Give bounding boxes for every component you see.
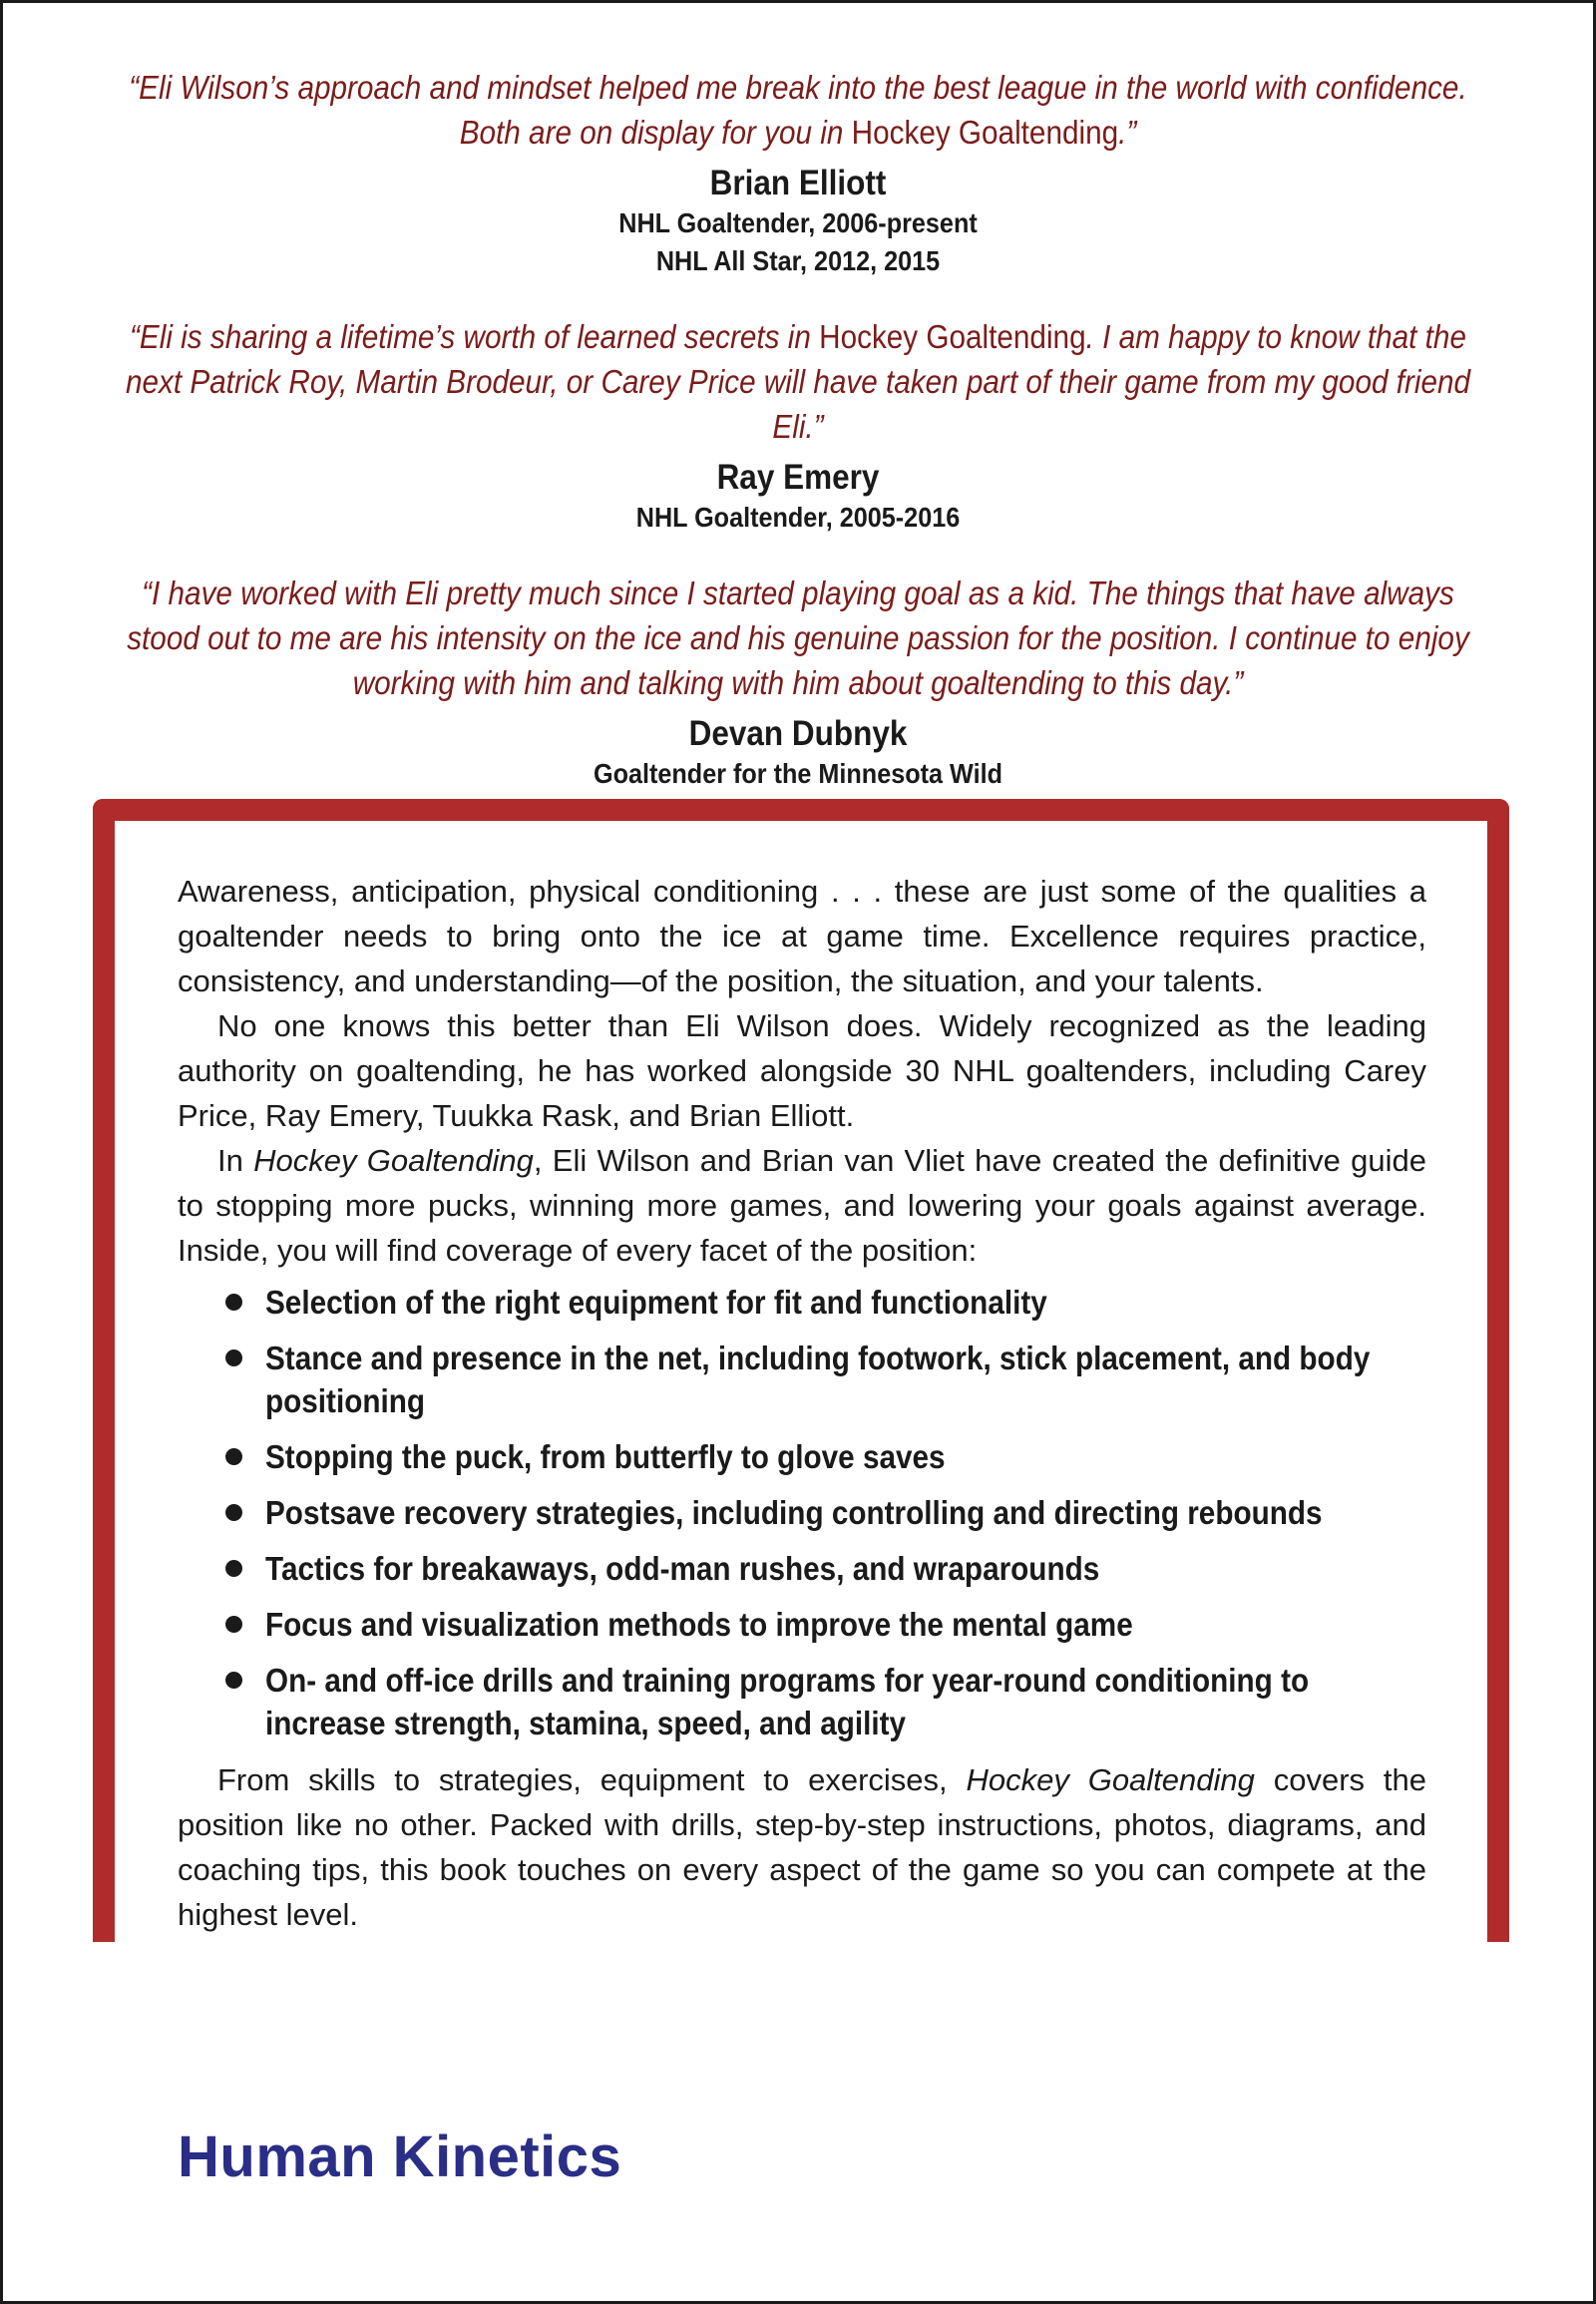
publisher-logo: Human Kinetics (178, 2124, 622, 2189)
list-item (178, 1659, 1426, 1744)
bullet-icon (225, 1504, 242, 1521)
endorsement-quote (107, 314, 1489, 449)
quote-text: “Eli Wilson’s approach and mindset helped me break into the best league in the world with confidence. Both are on display for you in (129, 69, 1467, 151)
endorsement-quote (107, 571, 1489, 705)
quote-text-end: .” (1118, 114, 1137, 151)
book-title: Hockey Goaltending (253, 1143, 534, 1178)
quote-text: “Eli is sharing a lifetime’s worth of learned secrets in (130, 318, 820, 355)
description-paragraph (178, 1138, 1426, 1273)
bullet-icon (225, 1448, 242, 1465)
list-item (178, 1547, 1426, 1590)
list-item (178, 1281, 1426, 1324)
list-item (178, 1337, 1426, 1422)
book-description (178, 869, 1426, 1937)
quote-text-end: . I am happy to know that the next Patrick Roy, Martin Brodeur, or Carey Price will have taken part of their game from my good friend Eli.” (125, 318, 1471, 445)
endorsement-attribution (83, 713, 1514, 793)
endorsements (3, 65, 1593, 827)
endorser-name: Ray Emery (716, 458, 880, 497)
list-item (178, 1491, 1426, 1534)
endorsement-quote (107, 65, 1489, 155)
paragraph-text: , Eli Wilson and Brian van Vliet have created the definitive guide to stopping more pucks, winning more games, and lowering your goals against average. Inside, you will find coverage of every facet of the position: (178, 1143, 1427, 1268)
endorsement (3, 571, 1593, 793)
endorser-name: Brian Elliott (709, 164, 887, 202)
list-item-text: Selection of the right equipment for fit and functionality (265, 1284, 1047, 1321)
book-title: Hockey Goaltending (819, 318, 1086, 355)
book-title: Hockey Goaltending (851, 114, 1119, 151)
description-paragraph (178, 1757, 1426, 1937)
endorsement (3, 314, 1593, 537)
paragraph-text: covers the position like no other. Packed with drills, step-by-step instructions, photos, diagrams, and coaching tips, this book touches on every aspect of the game so you can compete at the highest level. (178, 1762, 1426, 1932)
endorser-name: Devan Dubnyk (688, 714, 908, 753)
list-item-text: Postsave recovery strategies, including controlling and directing rebounds (265, 1494, 1323, 1531)
description-paragraph: Awareness, anticipation, physical conditioning . . . these are just some of the qualities a goaltender needs to bring onto the ice at game time. Excellence requires practice, consistency, and understanding—of the position, the situation, and your talents. (178, 874, 1426, 998)
quote-text: “I have worked with Eli pretty much since I started playing goal as a kid. The things that have always stood out to me are his intensity on the ice and his genuine passion for the position. I continue to enjoy working with him and talking with him about goaltending to this day.” (127, 575, 1469, 701)
list-item (178, 1435, 1426, 1478)
endorsement-attribution (83, 163, 1514, 280)
list-item-text: Stopping the puck, from butterfly to glove saves (265, 1438, 946, 1475)
endorser-credit: NHL Goaltender, 2005-2016 (635, 502, 961, 533)
paragraph-text: From skills to strategies, equipment to exercises, (217, 1762, 967, 1797)
book-title: Hockey Goaltending (966, 1762, 1255, 1797)
endorsement-attribution (83, 457, 1514, 537)
list-item-text: On- and off-ice drills and training programs for year-round conditioning to increase strength, stamina, speed, and agility (265, 1662, 1310, 1741)
bullet-icon (225, 1616, 242, 1633)
feature-list (178, 1281, 1426, 1744)
description-paragraph: No one knows this better than Eli Wilson does. Widely recognized as the leading authority on goaltending, he has worked alongside 30 NHL goaltenders, including Carey Price, Ray Emery, Tuukka Rask, and Brian Elliott. (178, 1008, 1426, 1133)
list-item-text: Tactics for breakaways, odd-man rushes, and wraparounds (265, 1550, 1100, 1587)
list-item-text: Focus and visualization methods to improve the mental game (265, 1606, 1133, 1643)
endorser-credit: NHL Goaltender, 2006-present (618, 207, 978, 238)
bullet-icon (225, 1672, 242, 1689)
bullet-icon (225, 1560, 242, 1577)
endorser-credit: Goaltender for the Minnesota Wild (593, 758, 1002, 789)
endorser-credit: NHL All Star, 2012, 2015 (655, 245, 941, 276)
bullet-icon (225, 1349, 242, 1366)
paragraph-text: In (217, 1143, 254, 1178)
bullet-icon (225, 1294, 242, 1311)
list-item-text: Stance and presence in the net, including footwork, stick placement, and body positioning (265, 1340, 1371, 1419)
list-item (178, 1603, 1426, 1646)
endorsement (3, 65, 1593, 280)
